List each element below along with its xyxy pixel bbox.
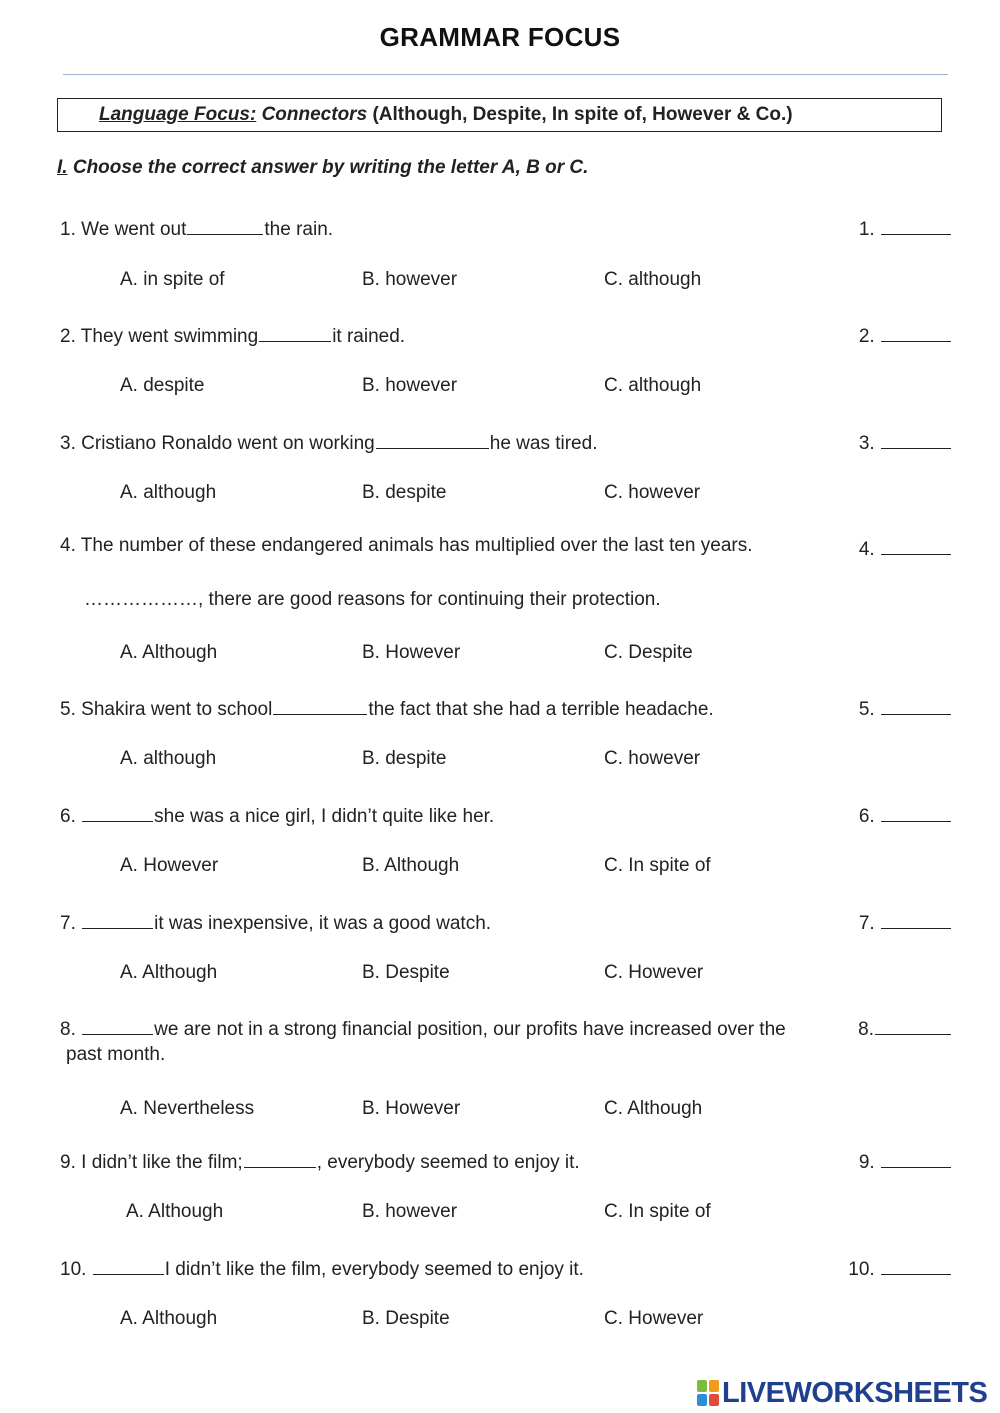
question-number: 10. bbox=[60, 1259, 87, 1280]
answer-slot-2 bbox=[859, 322, 952, 348]
question-number: 2. bbox=[60, 326, 76, 347]
title-divider bbox=[63, 74, 948, 75]
question-continuation: ………………, there are good reasons for continuing their protection. bbox=[84, 589, 661, 610]
question-1 bbox=[60, 215, 333, 241]
question-continuation: past month. bbox=[66, 1044, 166, 1065]
option-a: A. in spite of bbox=[120, 269, 225, 290]
option-c: C. However bbox=[604, 1308, 704, 1329]
focus-topic: Connectors bbox=[261, 104, 368, 125]
question-3 bbox=[60, 429, 597, 455]
answer-slot-10 bbox=[848, 1255, 952, 1281]
answer-label: 7. bbox=[858, 913, 875, 934]
answer-blank[interactable] bbox=[881, 1255, 951, 1275]
section-number: I. bbox=[57, 157, 68, 178]
language-focus-box bbox=[57, 98, 942, 132]
answer-slot-4 bbox=[859, 535, 952, 561]
answer-label: 9. bbox=[858, 1152, 875, 1173]
question-text-after: the fact that she had a terrible headache. bbox=[368, 699, 714, 720]
question-text-before: We went out bbox=[81, 219, 187, 240]
answer-label: 3. bbox=[858, 433, 875, 454]
logo-tile-blue bbox=[697, 1394, 707, 1406]
instruction-text: Choose the correct answer by writing the letter A, B or C. bbox=[72, 157, 589, 178]
answer-blank[interactable] bbox=[881, 535, 951, 555]
focus-detail: (Although, Despite, In spite of, However & Co.) bbox=[372, 104, 793, 125]
section-instruction bbox=[57, 157, 588, 179]
question-text-after: I didn’t like the film, everybody seemed to enjoy it. bbox=[164, 1259, 584, 1280]
answer-blank[interactable] bbox=[881, 322, 951, 342]
question-number: 9. bbox=[60, 1152, 76, 1173]
question-text-after: , everybody seemed to enjoy it. bbox=[316, 1152, 580, 1173]
answer-slot-7 bbox=[859, 909, 952, 935]
answer-label: 6. bbox=[858, 806, 875, 827]
question-9 bbox=[60, 1148, 580, 1174]
logo-text: LIVEWORKSHEETS bbox=[722, 1376, 988, 1409]
option-c: C. However bbox=[604, 962, 704, 983]
logo-tile-red bbox=[709, 1394, 719, 1406]
answer-label: 5. bbox=[858, 699, 875, 720]
answer-slot-3 bbox=[859, 429, 952, 455]
option-c: C. however bbox=[604, 748, 701, 769]
question-text-after: he was tired. bbox=[489, 433, 598, 454]
option-c: C. In spite of bbox=[604, 1201, 711, 1222]
option-b: B. however bbox=[362, 269, 458, 290]
option-a: A. However bbox=[120, 855, 219, 876]
question-text-before: I didn’t like the film; bbox=[81, 1152, 243, 1173]
answer-label: 10. bbox=[848, 1259, 875, 1280]
question-text-after: it rained. bbox=[332, 326, 406, 347]
option-a: A. Although bbox=[120, 1308, 218, 1329]
logo-tiles-icon bbox=[697, 1380, 719, 1406]
answer-label: 2. bbox=[858, 326, 875, 347]
question-text-before: Shakira went to school bbox=[81, 699, 273, 720]
inline-blank[interactable] bbox=[82, 1015, 153, 1035]
question-text-after: it was inexpensive, it was a good watch. bbox=[154, 913, 492, 934]
question-number: 3. bbox=[60, 433, 76, 454]
question-number: 1. bbox=[60, 219, 76, 240]
option-b: B. Although bbox=[362, 855, 460, 876]
option-b: B. Despite bbox=[362, 1308, 450, 1329]
question-number: 4. bbox=[60, 535, 76, 556]
answer-blank[interactable] bbox=[881, 1148, 951, 1168]
focus-label: Language Focus: bbox=[99, 104, 257, 125]
inline-blank[interactable] bbox=[82, 909, 153, 929]
inline-blank[interactable] bbox=[93, 1255, 164, 1275]
question-text-after: we are not in a strong financial position, our profits have increased over the bbox=[154, 1019, 786, 1040]
inline-blank[interactable] bbox=[259, 322, 331, 342]
answer-blank[interactable] bbox=[881, 215, 951, 235]
question-8 bbox=[60, 1015, 786, 1041]
question-5 bbox=[60, 695, 714, 721]
question-text-before: The number of these endangered animals has multiplied over the last ten years. bbox=[80, 535, 753, 556]
option-b: B. despite bbox=[362, 748, 447, 769]
question-4 bbox=[60, 535, 753, 557]
option-a: A. Although bbox=[120, 642, 218, 663]
option-c: C. Although bbox=[604, 1098, 703, 1119]
inline-blank[interactable] bbox=[244, 1148, 316, 1168]
option-a: A. Although bbox=[126, 1201, 224, 1222]
option-c: C. although bbox=[604, 375, 702, 396]
option-a: A. although bbox=[120, 482, 217, 503]
option-b: B. however bbox=[362, 375, 458, 396]
answer-label: 1. bbox=[858, 219, 875, 240]
option-a: A. Although bbox=[120, 962, 218, 983]
answer-label: 4. bbox=[858, 539, 875, 560]
answer-blank[interactable] bbox=[881, 802, 951, 822]
question-number: 5. bbox=[60, 699, 76, 720]
option-b: B. however bbox=[362, 1201, 458, 1222]
question-7 bbox=[60, 909, 491, 935]
question-number: 7. bbox=[60, 913, 76, 934]
option-b: B. Despite bbox=[362, 962, 450, 983]
answer-slot-1 bbox=[859, 215, 952, 241]
answer-blank[interactable] bbox=[881, 429, 951, 449]
answer-label: 8. bbox=[858, 1019, 874, 1040]
option-b: B. However bbox=[362, 642, 461, 663]
question-text-after: the rain. bbox=[264, 219, 334, 240]
inline-blank[interactable] bbox=[187, 215, 263, 235]
option-a: A. despite bbox=[120, 375, 205, 396]
inline-blank[interactable] bbox=[82, 802, 153, 822]
option-a: A. although bbox=[120, 748, 217, 769]
logo-tile-green bbox=[697, 1380, 707, 1392]
liveworksheets-logo[interactable] bbox=[697, 1376, 987, 1410]
option-a: A. Nevertheless bbox=[120, 1098, 255, 1119]
option-c: C. Despite bbox=[604, 642, 693, 663]
question-number: 8. bbox=[60, 1019, 76, 1040]
question-text-before: They went swimming bbox=[80, 326, 259, 347]
question-text-after: she was a nice girl, I didn’t quite like her. bbox=[154, 806, 495, 827]
question-text-before: Cristiano Ronaldo went on working bbox=[81, 433, 375, 454]
answer-slot-9 bbox=[859, 1148, 952, 1174]
answer-slot-8 bbox=[858, 1015, 952, 1041]
option-b: B. However bbox=[362, 1098, 461, 1119]
inline-blank[interactable] bbox=[273, 695, 367, 715]
answer-blank[interactable] bbox=[881, 909, 951, 929]
question-6 bbox=[60, 802, 494, 828]
option-c: C. In spite of bbox=[604, 855, 711, 876]
answer-slot-6 bbox=[859, 802, 952, 828]
question-2 bbox=[60, 322, 405, 348]
option-c: C. however bbox=[604, 482, 701, 503]
inline-blank[interactable] bbox=[376, 429, 489, 449]
option-c: C. although bbox=[604, 269, 702, 290]
answer-blank[interactable] bbox=[875, 1015, 951, 1035]
page-title: GRAMMAR FOCUS bbox=[379, 22, 621, 52]
question-10 bbox=[60, 1255, 584, 1281]
question-number: 6. bbox=[60, 806, 76, 827]
answer-blank[interactable] bbox=[881, 695, 951, 715]
logo-tile-orange bbox=[709, 1380, 719, 1392]
answer-slot-5 bbox=[859, 695, 952, 721]
option-b: B. despite bbox=[362, 482, 447, 503]
